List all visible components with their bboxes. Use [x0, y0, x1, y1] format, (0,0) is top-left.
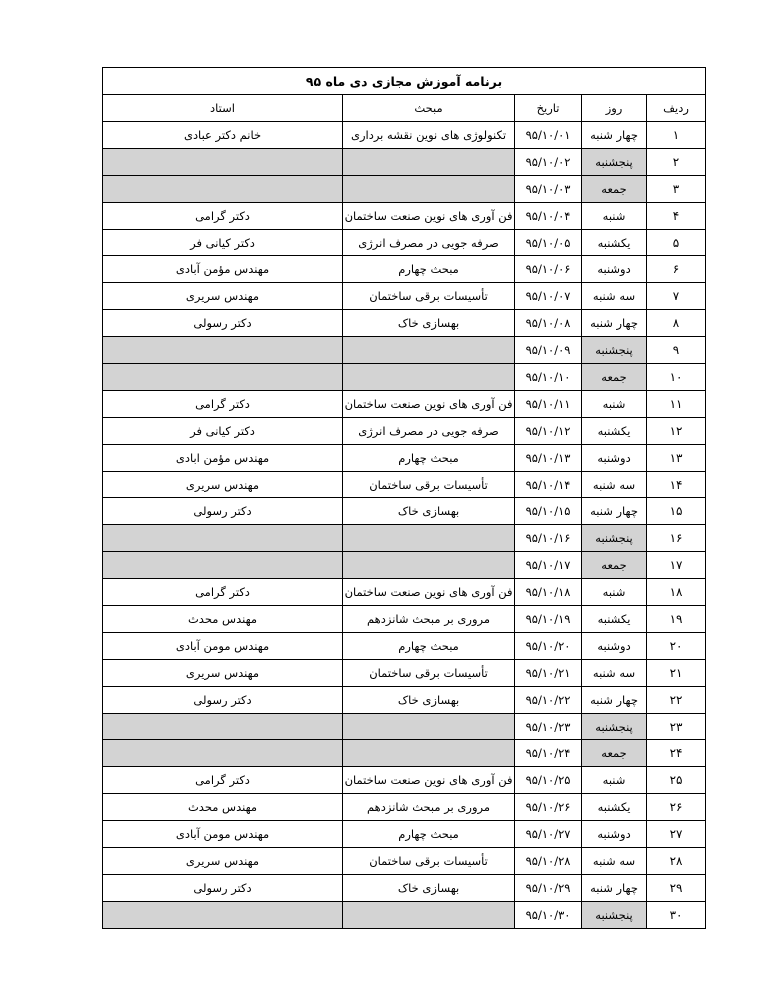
cell-ostad: مهندس مؤمن آبادی	[103, 256, 343, 283]
table-row	[103, 606, 706, 633]
table-row	[103, 740, 706, 767]
cell-ostad: مهندس مومن آبادی	[103, 632, 343, 659]
cell-radif: ۱۰	[647, 364, 706, 391]
cell-radif: ۲۴	[647, 740, 706, 767]
cell-tarikh: ۹۵/۱۰/۱۱	[515, 390, 582, 417]
cell-mabhas	[343, 552, 515, 579]
cell-ostad	[103, 552, 343, 579]
cell-rooz: شنبه	[582, 390, 647, 417]
cell-mabhas: مروری بر مبحث شانزدهم	[343, 606, 515, 633]
cell-mabhas: تکنولوژی های نوین نقشه برداری	[343, 122, 515, 149]
cell-ostad: دکتر کیانی فر	[103, 417, 343, 444]
cell-ostad: مهندس محدث	[103, 606, 343, 633]
table-row	[103, 175, 706, 202]
header-ostad: استاد	[103, 95, 343, 122]
cell-tarikh: ۹۵/۱۰/۲۷	[515, 821, 582, 848]
cell-radif: ۲۸	[647, 848, 706, 875]
cell-rooz: پنجشنبه	[582, 525, 647, 552]
table-row	[103, 632, 706, 659]
cell-ostad: دکتر گرامی	[103, 390, 343, 417]
cell-mabhas	[343, 713, 515, 740]
cell-ostad: دکتر گرامی	[103, 579, 343, 606]
cell-ostad: مهندس سریری	[103, 283, 343, 310]
cell-rooz: چهار شنبه	[582, 498, 647, 525]
cell-mabhas: بهسازی خاک	[343, 874, 515, 901]
schedule-table	[102, 67, 706, 929]
cell-radif: ۱۷	[647, 552, 706, 579]
cell-mabhas: بهسازی خاک	[343, 498, 515, 525]
cell-ostad	[103, 713, 343, 740]
cell-tarikh: ۹۵/۱۰/۰۶	[515, 256, 582, 283]
table-row	[103, 202, 706, 229]
table-row	[103, 552, 706, 579]
cell-rooz: دوشنبه	[582, 632, 647, 659]
cell-mabhas: مروری بر مبحث شانزدهم	[343, 794, 515, 821]
cell-radif: ۲۶	[647, 794, 706, 821]
table-row	[103, 579, 706, 606]
cell-rooz: جمعه	[582, 175, 647, 202]
cell-radif: ۴	[647, 202, 706, 229]
cell-tarikh: ۹۵/۱۰/۰۱	[515, 122, 582, 149]
cell-rooz: یکشنبه	[582, 417, 647, 444]
cell-ostad: مهندس سریری	[103, 848, 343, 875]
cell-tarikh: ۹۵/۱۰/۰۵	[515, 229, 582, 256]
cell-tarikh: ۹۵/۱۰/۰۹	[515, 337, 582, 364]
cell-mabhas: مبحث چهارم	[343, 821, 515, 848]
cell-mabhas	[343, 148, 515, 175]
cell-tarikh: ۹۵/۱۰/۰۳	[515, 175, 582, 202]
cell-radif: ۳	[647, 175, 706, 202]
cell-mabhas: بهسازی خاک	[343, 310, 515, 337]
cell-rooz: چهار شنبه	[582, 686, 647, 713]
cell-rooz: چهار شنبه	[582, 310, 647, 337]
cell-rooz: سه شنبه	[582, 471, 647, 498]
cell-ostad	[103, 337, 343, 364]
cell-tarikh: ۹۵/۱۰/۲۱	[515, 659, 582, 686]
cell-ostad: مهندس سریری	[103, 471, 343, 498]
cell-rooz: چهار شنبه	[582, 122, 647, 149]
cell-tarikh: ۹۵/۱۰/۲۸	[515, 848, 582, 875]
cell-rooz: سه شنبه	[582, 283, 647, 310]
cell-mabhas: تأسیسات برقی ساختمان	[343, 659, 515, 686]
cell-radif: ۱۶	[647, 525, 706, 552]
cell-tarikh: ۹۵/۱۰/۱۰	[515, 364, 582, 391]
table-row	[103, 821, 706, 848]
cell-radif: ۲۱	[647, 659, 706, 686]
cell-ostad	[103, 740, 343, 767]
cell-tarikh: ۹۵/۱۰/۲۹	[515, 874, 582, 901]
cell-tarikh: ۹۵/۱۰/۰۴	[515, 202, 582, 229]
cell-tarikh: ۹۵/۱۰/۲۵	[515, 767, 582, 794]
table-row	[103, 148, 706, 175]
cell-tarikh: ۹۵/۱۰/۱۸	[515, 579, 582, 606]
cell-rooz: دوشنبه	[582, 821, 647, 848]
table-row	[103, 417, 706, 444]
cell-tarikh: ۹۵/۱۰/۰۷	[515, 283, 582, 310]
cell-tarikh: ۹۵/۱۰/۳۰	[515, 901, 582, 928]
table-row	[103, 686, 706, 713]
cell-radif: ۲	[647, 148, 706, 175]
cell-mabhas	[343, 175, 515, 202]
table-row	[103, 364, 706, 391]
cell-rooz: پنجشنبه	[582, 713, 647, 740]
cell-ostad	[103, 525, 343, 552]
cell-ostad	[103, 364, 343, 391]
cell-ostad: خانم دکتر عبادی	[103, 122, 343, 149]
cell-mabhas: تأسیسات برقی ساختمان	[343, 471, 515, 498]
cell-mabhas: فن آوری های نوین صنعت ساختمان	[343, 390, 515, 417]
cell-ostad	[103, 901, 343, 928]
header-rooz: روز	[582, 95, 647, 122]
cell-radif: ۱۲	[647, 417, 706, 444]
cell-radif: ۲۲	[647, 686, 706, 713]
cell-ostad: دکتر گرامی	[103, 767, 343, 794]
cell-rooz: پنجشنبه	[582, 148, 647, 175]
cell-mabhas: فن آوری های نوین صنعت ساختمان	[343, 202, 515, 229]
cell-tarikh: ۹۵/۱۰/۱۵	[515, 498, 582, 525]
cell-radif: ۲۰	[647, 632, 706, 659]
cell-mabhas: مبحث چهارم	[343, 444, 515, 471]
cell-ostad	[103, 148, 343, 175]
cell-radif: ۱۱	[647, 390, 706, 417]
cell-rooz: یکشنبه	[582, 794, 647, 821]
cell-ostad: دکتر کیانی فر	[103, 229, 343, 256]
cell-mabhas	[343, 337, 515, 364]
header-radif: ردیف	[647, 95, 706, 122]
cell-mabhas: تأسیسات برقی ساختمان	[343, 283, 515, 310]
cell-radif: ۱۹	[647, 606, 706, 633]
schedule-sheet	[102, 67, 705, 929]
table-row	[103, 256, 706, 283]
table-row	[103, 713, 706, 740]
cell-radif: ۷	[647, 283, 706, 310]
cell-tarikh: ۹۵/۱۰/۱۹	[515, 606, 582, 633]
cell-tarikh: ۹۵/۱۰/۲۳	[515, 713, 582, 740]
cell-tarikh: ۹۵/۱۰/۱۴	[515, 471, 582, 498]
cell-ostad: دکتر رسولی	[103, 498, 343, 525]
cell-mabhas: صرفه جویی در مصرف انرژی	[343, 417, 515, 444]
header-tarikh: تاریخ	[515, 95, 582, 122]
header-row	[103, 95, 706, 122]
cell-rooz: شنبه	[582, 767, 647, 794]
cell-radif: ۱۴	[647, 471, 706, 498]
cell-tarikh: ۹۵/۱۰/۱۲	[515, 417, 582, 444]
table-row	[103, 848, 706, 875]
cell-tarikh: ۹۵/۱۰/۲۰	[515, 632, 582, 659]
cell-tarikh: ۹۵/۱۰/۲۶	[515, 794, 582, 821]
cell-radif: ۱۸	[647, 579, 706, 606]
table-row	[103, 310, 706, 337]
table-row	[103, 901, 706, 928]
cell-mabhas	[343, 740, 515, 767]
cell-rooz: یکشنبه	[582, 606, 647, 633]
table-row	[103, 525, 706, 552]
cell-radif: ۲۵	[647, 767, 706, 794]
cell-mabhas	[343, 901, 515, 928]
table-row	[103, 471, 706, 498]
cell-ostad: مهندس مؤمن ابادی	[103, 444, 343, 471]
cell-radif: ۸	[647, 310, 706, 337]
cell-rooz: چهار شنبه	[582, 874, 647, 901]
table-row	[103, 337, 706, 364]
cell-ostad: مهندس محدث	[103, 794, 343, 821]
cell-radif: ۹	[647, 337, 706, 364]
cell-mabhas: بهسازی خاک	[343, 686, 515, 713]
cell-rooz: جمعه	[582, 364, 647, 391]
cell-tarikh: ۹۵/۱۰/۰۲	[515, 148, 582, 175]
cell-ostad	[103, 175, 343, 202]
cell-mabhas: صرفه جویی در مصرف انرژی	[343, 229, 515, 256]
table-row	[103, 390, 706, 417]
cell-mabhas	[343, 525, 515, 552]
cell-ostad: دکتر گرامی	[103, 202, 343, 229]
cell-rooz: شنبه	[582, 579, 647, 606]
header-mabhas: مبحث	[343, 95, 515, 122]
table-row	[103, 874, 706, 901]
cell-radif: ۱۵	[647, 498, 706, 525]
cell-rooz: سه شنبه	[582, 848, 647, 875]
cell-ostad: دکتر رسولی	[103, 310, 343, 337]
cell-radif: ۲۳	[647, 713, 706, 740]
table-row	[103, 283, 706, 310]
cell-ostad: مهندس سریری	[103, 659, 343, 686]
cell-rooz: سه شنبه	[582, 659, 647, 686]
cell-rooz: دوشنبه	[582, 444, 647, 471]
cell-mabhas: مبحث چهارم	[343, 256, 515, 283]
cell-ostad: دکتر رسولی	[103, 874, 343, 901]
cell-mabhas	[343, 364, 515, 391]
cell-radif: ۱۳	[647, 444, 706, 471]
cell-rooz: پنجشنبه	[582, 901, 647, 928]
cell-radif: ۲۹	[647, 874, 706, 901]
table-row	[103, 444, 706, 471]
table-row	[103, 659, 706, 686]
cell-radif: ۲۷	[647, 821, 706, 848]
cell-rooz: دوشنبه	[582, 256, 647, 283]
cell-mabhas: فن آوری های نوین صنعت ساختمان	[343, 767, 515, 794]
cell-rooz: جمعه	[582, 740, 647, 767]
cell-radif: ۶	[647, 256, 706, 283]
cell-radif: ۱	[647, 122, 706, 149]
cell-radif: ۳۰	[647, 901, 706, 928]
cell-tarikh: ۹۵/۱۰/۱۶	[515, 525, 582, 552]
table-row	[103, 122, 706, 149]
cell-tarikh: ۹۵/۱۰/۲۴	[515, 740, 582, 767]
cell-rooz: یکشنبه	[582, 229, 647, 256]
cell-tarikh: ۹۵/۱۰/۱۷	[515, 552, 582, 579]
cell-tarikh: ۹۵/۱۰/۱۳	[515, 444, 582, 471]
cell-rooz: جمعه	[582, 552, 647, 579]
cell-ostad: دکتر رسولی	[103, 686, 343, 713]
cell-radif: ۵	[647, 229, 706, 256]
table-row	[103, 794, 706, 821]
table-row	[103, 767, 706, 794]
cell-mabhas: فن آوری های نوین صنعت ساختمان	[343, 579, 515, 606]
cell-tarikh: ۹۵/۱۰/۰۸	[515, 310, 582, 337]
table-row	[103, 229, 706, 256]
cell-ostad: مهندس مومن آبادی	[103, 821, 343, 848]
table-title: برنامه آموزش مجازی دی ماه ۹۵	[103, 68, 706, 95]
cell-rooz: شنبه	[582, 202, 647, 229]
cell-rooz: پنجشنبه	[582, 337, 647, 364]
table-row	[103, 498, 706, 525]
cell-mabhas: تأسیسات برقی ساختمان	[343, 848, 515, 875]
cell-tarikh: ۹۵/۱۰/۲۲	[515, 686, 582, 713]
cell-mabhas: مبحث چهارم	[343, 632, 515, 659]
